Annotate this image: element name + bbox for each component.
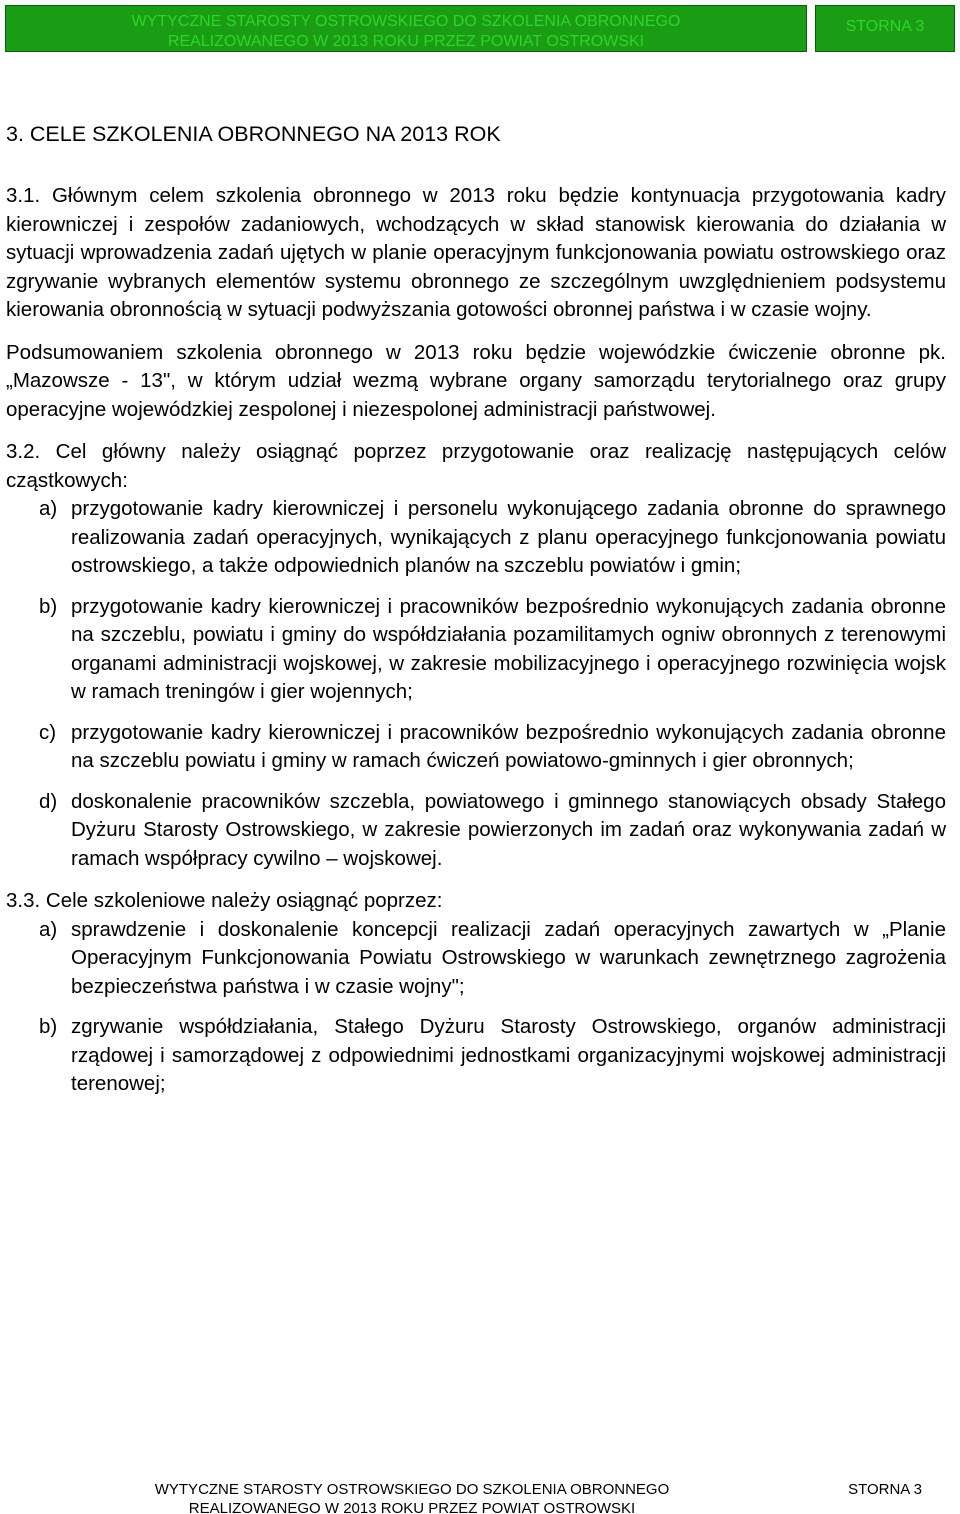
footer-title-line1: WYTYCZNE STAROSTY OSTROWSKIEGO DO SZKOLENIA OBRONNEGO [154, 1481, 670, 1498]
document-body [6, 120, 946, 1113]
list-3-3 [6, 916, 946, 1099]
list-item [6, 916, 946, 1002]
header-title-line1: WYTYCZNE STAROSTY OSTROWSKIEGO DO SZKOLENIA OBRONNEGO [131, 13, 681, 30]
footer-title [142, 1480, 682, 1514]
list-item-text: zgrywanie współdziałania, Stałego Dyżuru Starosty Ostrowskiego, organów administracji rządowej i samorządowej z odpowiednimi jednostkami organizacyjnymi wojskowej administracji terenowej; [71, 1015, 946, 1095]
list-marker: d) [39, 789, 58, 813]
page-header [5, 5, 955, 52]
paragraph-3-3: 3.3. Cele szkoleniowe należy osiągnąć poprzez: [6, 889, 443, 912]
header-page-box [815, 5, 955, 52]
paragraph-3-1: 3.1. Głównym celem szkolenia obronnego w 2013 roku będzie kontynuacja przygotowania kadry kierowniczej i zespołów zadaniowych, wchodzących w skład stanowisk kierowania do działania w sytuacji wprowadzenia zadań ujętych w planie operacyjnym funkcjonowania powiatu ostrowskiego oraz zgrywanie wybranych elementów systemu obronnego ze szczególnym uwzględnieniem podsystemu kierowania obronnością w sytuacji podwyższania gotowości obronnej państwa i w czasie wojny. [6, 184, 946, 321]
header-page-number: STORNA 3 [845, 18, 925, 35]
footer-title-line2: REALIZOWANEGO W 2013 ROKU PRZEZ POWIAT OSTROWSKI [188, 1500, 636, 1514]
list-item [6, 495, 946, 581]
list-marker: a) [39, 497, 58, 520]
list-marker: b) [39, 594, 58, 618]
page-footer [0, 1480, 960, 1514]
list-item [6, 593, 946, 707]
list-item [6, 1013, 946, 1099]
summary-paragraph: Podsumowaniem szkolenia obronnego w 2013 roku będzie wojewódzkie ćwiczenie obronne pk. „Mazowsze - 13", w którym udział wezmą wybrane organy samorządu terytorialnego oraz grupy operacyjne wojewódzkiej zespolonej i niezespolonej administracji państwowej. [6, 340, 946, 421]
list-marker: b) [39, 1015, 58, 1038]
list-item [6, 788, 946, 874]
header-title [6, 12, 806, 52]
header-title-line2: REALIZOWANEGO W 2013 ROKU PRZEZ POWIAT OSTROWSKI [167, 33, 645, 50]
section-title: 3. CELE SZKOLENIA OBRONNEGO NA 2013 ROK [6, 122, 501, 146]
list-item [6, 719, 946, 776]
paragraph-3-2: 3.2. Cel główny należy osiągnąć poprzez przygotowanie oraz realizację następujących celów cząstkowych: [6, 440, 946, 492]
list-item-text: przygotowanie kadry kierowniczej i personelu wykonującego zadania obronne do sprawnego realizowania zadań operacyjnych, wynikających z planu operacyjnego funkcjonowania powiatu ostrowskiego, a także odpowiednich planów na szczeblu powiatów i gmin; [71, 497, 946, 577]
list-item-text: przygotowanie kadry kierowniczej i pracowników bezpośrednio wykonujących zadania obronne na szczeblu, powiatu i gminy do współdziałania pozamilitamych ogniw obronnych z terenowymi organami administracji wojskowej, w zakresie mobilizacyjnego i operacyjnego rozwinięcia wojsk w ramach treningów i gier wojennych; [71, 594, 946, 703]
list-3-2 [6, 495, 946, 873]
footer-page-number: STORNA 3 [848, 1481, 922, 1498]
list-marker: a) [39, 917, 58, 941]
list-item-text: przygotowanie kadry kierowniczej i pracowników bezpośrednio wykonujących zadania obronne na szczeblu powiatu i gminy w ramach ćwiczeń powiatowo-gminnych i gier obronnych; [71, 720, 946, 772]
list-item-text: sprawdzenie i doskonalenie koncepcji realizacji zadań operacyjnych zawartych w „Planie Operacyjnym Funkcjonowania Powiatu Ostrowskiego w warunkach zewnętrznego zagrożenia bezpieczeństwa państwa i w czasie wojny"; [71, 917, 946, 998]
header-title-box [5, 5, 807, 52]
list-marker: c) [39, 720, 57, 744]
list-item-text: doskonalenie pracowników szczebla, powiatowego i gminnego stanowiących obsady Stałego Dyżuru Starosty Ostrowskiego, w zakresie powierzonych im zadań oraz wykonywania zadań w ramach współpracy cywilno – wojskowej. [71, 789, 946, 870]
